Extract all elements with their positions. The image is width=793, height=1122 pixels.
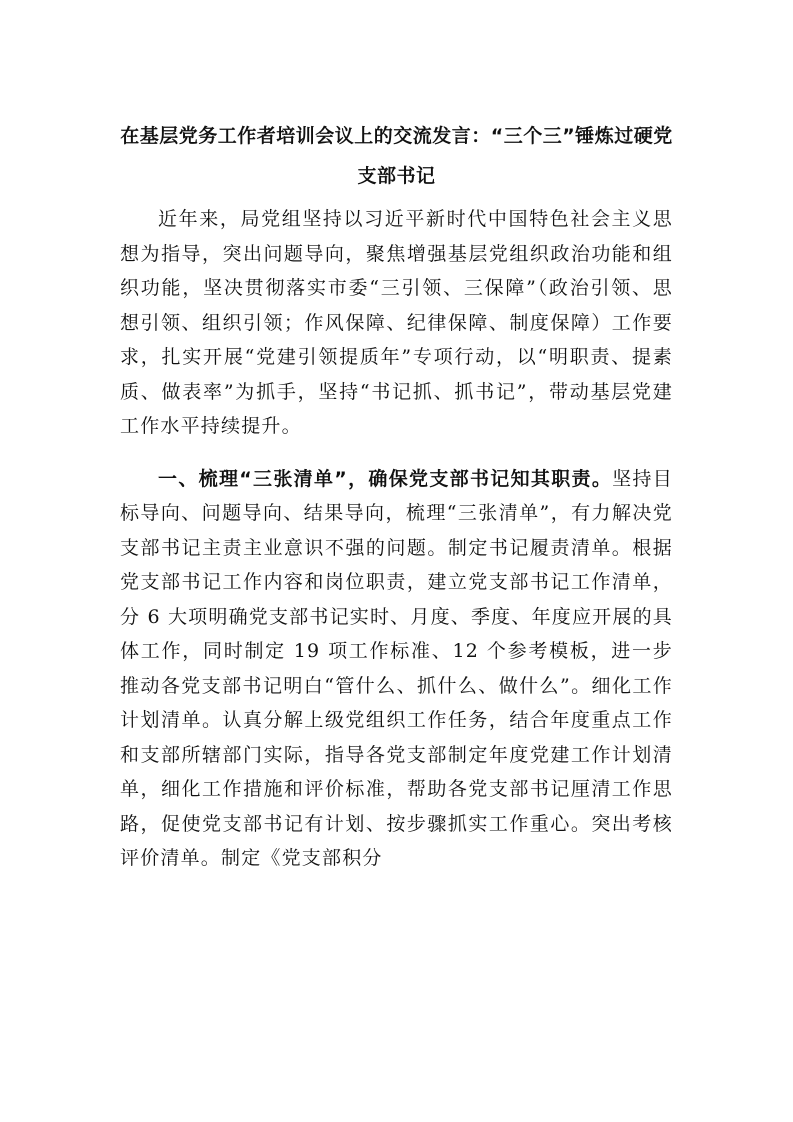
section-1-body: 坚持目标导向、问题导向、结果导向，梳理“三张清单”，有力解决党支部书记主责主业意识不强的问题。制定书记履责清单。根据党支部书记工作内容和岗位职责，建立党支部书记工作清单，分 6 大项明确党支部书记实时、月度、季度、年度应开展的具体工作，同时制定 19 项工作标准、12 个参考模板，进一步推动各党支部书记明白“管什么、抓什么、做什么”。细化工作计划清单。认真分解上级党组织工作任务，结合年度重点工作和支部所辖部门实际，指导各党支部制定年度党建工作计划清单，细化工作措施和评价标准，帮助各党支部书记厘清工作思路，促使党支部书记有计划、按步骤抓实工作重心。突出考核评价清单。制定《党支部积分 xyxy=(120,467,673,869)
document-page xyxy=(120,116,673,894)
section-1-heading: 一、梳理“三张清单”，确保党支部书记知其职责。 xyxy=(158,467,613,490)
intro-paragraph: 近年来，局党组坚持以习近平新时代中国特色社会主义思想为指导，突出问题导向，聚焦增强基层党组织政治功能和组织功能，坚决贯彻落实市委“三引领、三保障”（政治引领、思想引领、组织引领；作风保障、纪律保障、制度保障）工作要求，扎实开展“党建引领提质年”专项行动，以“明职责、提素质、做表率”为抓手，坚持“书记抓、抓书记”，带动基层党建工作水平持续提升。 xyxy=(120,208,673,437)
section-1-paragraph xyxy=(120,462,673,876)
document-title: 在基层党务工作者培训会议上的交流发言：“三个三”锤炼过硬党支部书记 xyxy=(120,125,673,187)
